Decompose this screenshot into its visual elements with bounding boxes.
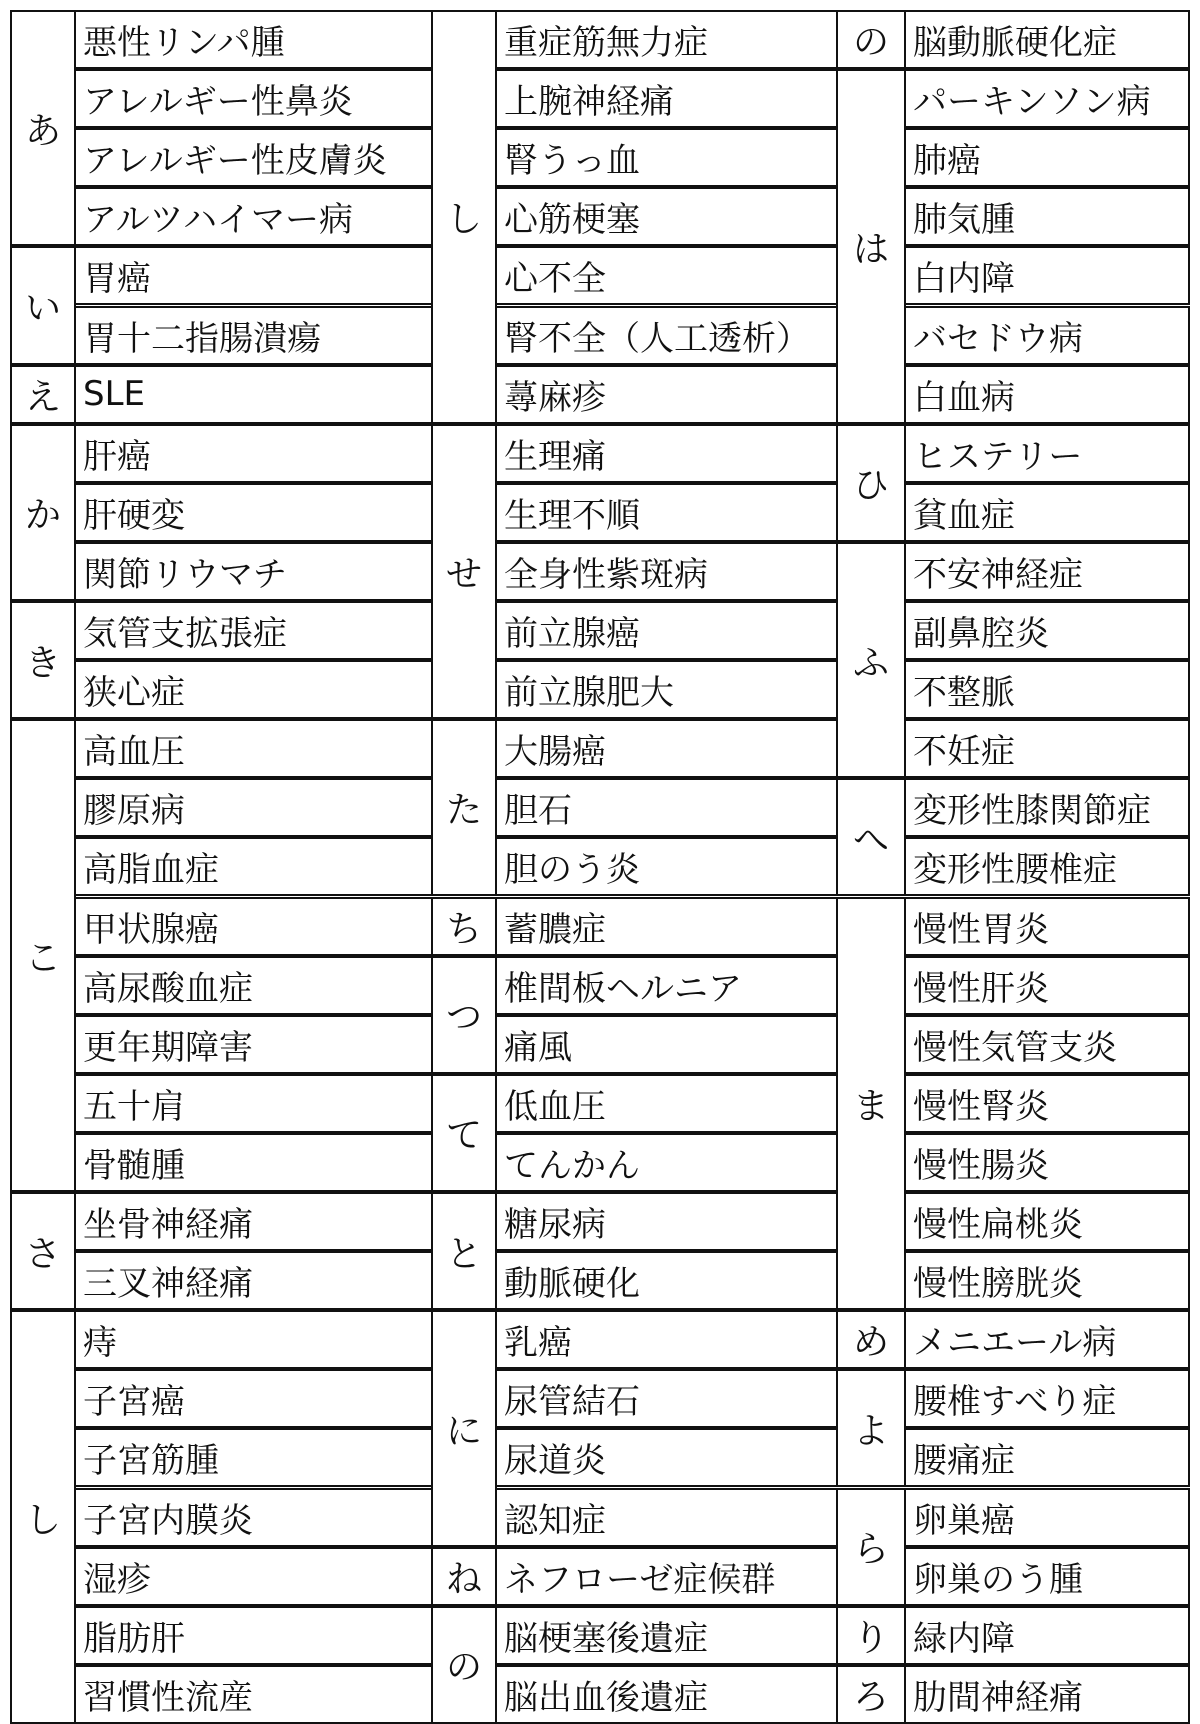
kana-heading: の [431,1606,497,1724]
disease-item: 胃癌 [74,246,441,305]
disease-item: 前立腺肥大 [495,660,843,719]
disease-item: 腰痛症 [904,1428,1190,1487]
disease-item: 慢性腸炎 [904,1133,1190,1192]
index-column-2 [431,10,843,1718]
disease-item: 子宮筋腫 [74,1428,441,1487]
kana-heading: た [431,719,497,896]
disease-item: 高尿酸血症 [74,956,441,1015]
disease-item: 狭心症 [74,660,441,719]
disease-item: 心不全 [495,246,843,305]
disease-item: 変形性膝関節症 [904,778,1190,837]
disease-item: 肝癌 [74,424,441,483]
disease-item: アレルギー性鼻炎 [74,69,441,128]
disease-item: 動脈硬化 [495,1251,843,1310]
kana-heading: さ [10,1192,76,1310]
disease-item: 上腕神経痛 [495,69,843,128]
disease-item: 慢性膀胱炎 [904,1251,1190,1310]
disease-item: 肺気腫 [904,187,1190,246]
kana-heading: は [836,69,906,424]
kana-heading: き [10,601,76,719]
kana-heading: い [10,246,76,364]
disease-item: 椎間板ヘルニア [495,956,843,1015]
kana-heading: の [836,10,906,69]
disease-item: ネフローゼ症候群 [495,1547,843,1606]
disease-item: 蓄膿症 [495,897,843,956]
index-column-1 [10,10,441,1718]
disease-item: 慢性気管支炎 [904,1015,1190,1074]
disease-item: 大腸癌 [495,719,843,778]
kana-heading: し [10,1310,76,1724]
disease-item: 蕁麻疹 [495,365,843,424]
disease-item: 子宮癌 [74,1369,441,1428]
kana-heading: し [431,10,497,424]
disease-item: 腎うっ血 [495,128,843,187]
disease-item: 変形性腰椎症 [904,837,1190,896]
kana-heading: ら [836,1488,906,1606]
disease-item: 甲状腺癌 [74,897,441,956]
disease-item: 痔 [74,1310,441,1369]
disease-item: 腎不全（人工透析） [495,306,843,365]
disease-item: パーキンソン病 [904,69,1190,128]
kana-heading: へ [836,778,906,896]
disease-item: 肝硬変 [74,483,441,542]
disease-item: 気管支拡張症 [74,601,441,660]
disease-item: アルツハイマー病 [74,187,441,246]
kana-heading: あ [10,10,76,246]
kana-heading: め [836,1310,906,1369]
disease-index-table [10,10,1190,1718]
disease-item: 脂肪肝 [74,1606,441,1665]
disease-item: SLE [74,365,441,424]
disease-item: 慢性肝炎 [904,956,1190,1015]
disease-item: てんかん [495,1133,843,1192]
disease-item: 心筋梗塞 [495,187,843,246]
disease-item: 胃十二指腸潰瘍 [74,306,441,365]
kana-heading: ふ [836,542,906,778]
disease-item: 乳癌 [495,1310,843,1369]
disease-item: 不妊症 [904,719,1190,778]
disease-item: 不安神経症 [904,542,1190,601]
disease-item: 尿管結石 [495,1369,843,1428]
disease-item: 坐骨神経痛 [74,1192,441,1251]
disease-item: バセドウ病 [904,306,1190,365]
disease-item: 糖尿病 [495,1192,843,1251]
kana-heading: え [10,365,76,424]
kana-heading: よ [836,1369,906,1487]
kana-heading: ひ [836,424,906,542]
disease-item: 生理痛 [495,424,843,483]
disease-item: 五十肩 [74,1074,441,1133]
kana-heading: り [836,1606,906,1665]
kana-heading: こ [10,719,76,1192]
disease-item: 習慣性流産 [74,1665,441,1724]
disease-item: 低血圧 [495,1074,843,1133]
disease-item: 湿疹 [74,1547,441,1606]
disease-item: 認知症 [495,1488,843,1547]
kana-heading: ま [836,897,906,1311]
disease-item: 関節リウマチ [74,542,441,601]
kana-heading: て [431,1074,497,1192]
disease-item: 脳動脈硬化症 [904,10,1190,69]
disease-item: 尿道炎 [495,1428,843,1487]
disease-item: 緑内障 [904,1606,1190,1665]
disease-item: 胆石 [495,778,843,837]
index-column-3 [836,10,1190,1718]
disease-item: ヒステリー [904,424,1190,483]
kana-heading: と [431,1192,497,1310]
kana-heading: ち [431,897,497,956]
disease-item: 高脂血症 [74,837,441,896]
disease-item: 膠原病 [74,778,441,837]
disease-item: 更年期障害 [74,1015,441,1074]
disease-item: 腰椎すべり症 [904,1369,1190,1428]
disease-item: アレルギー性皮膚炎 [74,128,441,187]
disease-item: 骨髄腫 [74,1133,441,1192]
disease-item: 生理不順 [495,483,843,542]
kana-heading: ね [431,1547,497,1606]
disease-item: 卵巣癌 [904,1488,1190,1547]
disease-item: 全身性紫斑病 [495,542,843,601]
disease-item: 重症筋無力症 [495,10,843,69]
kana-heading: せ [431,424,497,720]
kana-heading: か [10,424,76,601]
disease-item: 慢性腎炎 [904,1074,1190,1133]
disease-item: 副鼻腔炎 [904,601,1190,660]
disease-item: 痛風 [495,1015,843,1074]
disease-item: 肋間神経痛 [904,1665,1190,1724]
disease-item: 子宮内膜炎 [74,1488,441,1547]
disease-item: 胆のう炎 [495,837,843,896]
kana-heading: つ [431,956,497,1074]
kana-heading: ろ [836,1665,906,1724]
disease-item: 白血病 [904,365,1190,424]
disease-item: 悪性リンパ腫 [74,10,441,69]
disease-item: 卵巣のう腫 [904,1547,1190,1606]
disease-item: 脳梗塞後遺症 [495,1606,843,1665]
disease-item: 肺癌 [904,128,1190,187]
disease-item: 不整脈 [904,660,1190,719]
disease-item: メニエール病 [904,1310,1190,1369]
disease-item: 高血圧 [74,719,441,778]
disease-item: 脳出血後遺症 [495,1665,843,1724]
disease-item: 三叉神経痛 [74,1251,441,1310]
disease-item: 前立腺癌 [495,601,843,660]
disease-item: 白内障 [904,246,1190,305]
disease-item: 貧血症 [904,483,1190,542]
disease-item: 慢性扁桃炎 [904,1192,1190,1251]
kana-heading: に [431,1310,497,1546]
disease-item: 慢性胃炎 [904,897,1190,956]
